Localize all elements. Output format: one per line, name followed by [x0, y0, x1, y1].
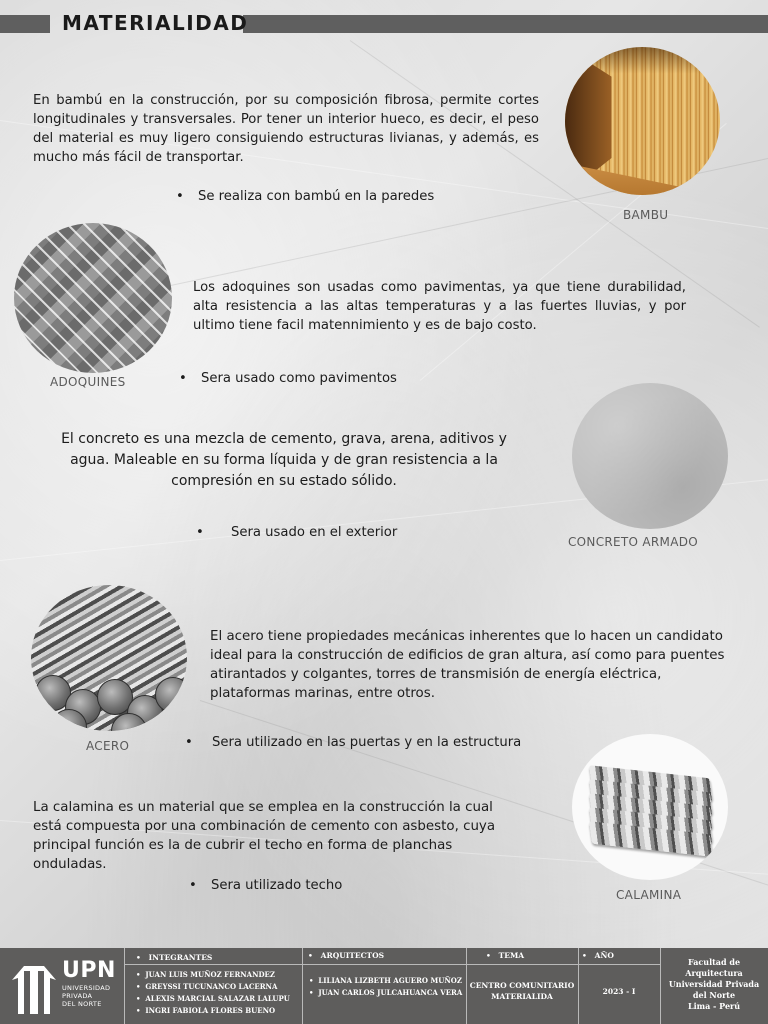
- acero-bullet: [185, 735, 521, 750]
- integrante-name: GREYSSI TUCUNANCO LACERNA: [145, 982, 278, 991]
- bullet-dot: •: [185, 735, 193, 750]
- integrante-item: [136, 970, 275, 979]
- bullet-dot: •: [196, 525, 204, 540]
- bambu-bullet: [176, 189, 434, 204]
- integrante-name: ALEXIS MARCIAL SALAZAR LALUPU: [145, 994, 290, 1003]
- upn-logo-line: UNIVERSIDAD: [62, 984, 111, 992]
- tema-value-line: CENTRO COMUNITARIO: [469, 981, 575, 990]
- calamina-description: La calamina es un material que se emplea en la construcción la cual está compuesta por una combinación de cemento con asbesto, cuya principal función es la de cubrir el techo en forma de planchas onduladas.: [33, 800, 496, 872]
- adoquines-description: Los adoquines son usadas como pavimentas, ya que tiene durabilidad, alta resistencia a las altas temperaturas y a las fuertes lluvias, y por ultimo tiene facil matennimiento y es de bajo costo.: [193, 280, 686, 333]
- facultad-line: Lima - Perú: [687, 1001, 741, 1011]
- facultad-line: Universidad Privada: [668, 979, 760, 989]
- integrante-name: INGRI FABIOLA FLORES BUENO: [145, 1006, 276, 1015]
- page-title: MATERIALIDAD: [62, 11, 249, 35]
- bullet-dot: •: [136, 953, 141, 962]
- integrante-item: [136, 994, 290, 1003]
- footer-divider: [124, 948, 125, 1024]
- tema-heading: [486, 951, 524, 960]
- title-bar-left: [0, 15, 50, 33]
- anio-value: 2023 - I: [602, 987, 636, 996]
- adoquines-bullet: [179, 371, 397, 386]
- tema-heading-text: TEMA: [498, 951, 525, 960]
- tema-value: [466, 980, 578, 1002]
- adoquines-image: [14, 223, 172, 373]
- arquitecto-name: JUAN CARLOS JULCAHUANCA VERA: [318, 988, 463, 997]
- anio-heading: [582, 951, 614, 960]
- bullet-dot: •: [309, 976, 314, 985]
- adoquines-label: ADOQUINES: [50, 375, 126, 389]
- bambu-label: BAMBU: [623, 208, 669, 222]
- bullet-dot: •: [136, 970, 141, 979]
- arquitectos-heading-text: ARQUITECTOS: [320, 951, 385, 960]
- adoquines-bullet-text: Sera usado como pavimentos: [201, 371, 397, 386]
- acero-image-rod-ends: [31, 665, 187, 731]
- concreto-description: El concreto es una mezcla de cemento, grava, arena, aditivos y agua. Maleable en su forma líquida y de gran resistencia a la compresión en su estado sólido.: [61, 431, 507, 489]
- rod-end: [155, 677, 187, 713]
- arquitecto-name: LILIANA LIZBETH AGUERO MUÑOZ: [318, 976, 462, 985]
- calamina-bullet: [189, 878, 342, 893]
- upn-logo-line: PRIVADA: [62, 992, 93, 1000]
- arquitectos-heading: [308, 951, 384, 960]
- acero-image: [31, 585, 187, 731]
- bullet-dot: •: [486, 951, 491, 960]
- calamina-label: CALAMINA: [616, 888, 682, 902]
- tema-value-line: MATERIALIDA: [491, 992, 553, 1001]
- integrantes-heading-text: INTEGRANTES: [148, 953, 213, 962]
- facultad-line: Arquitectura: [685, 968, 743, 978]
- integrante-item: [136, 1006, 275, 1015]
- upn-logo-icon: [12, 962, 56, 1014]
- calamina-image: [572, 734, 728, 880]
- arquitecto-item: [309, 988, 462, 997]
- bullet-dot: •: [136, 1006, 141, 1015]
- footer-row-divider: [124, 964, 660, 965]
- bullet-dot: •: [308, 951, 313, 960]
- footer-divider: [302, 948, 303, 1024]
- title-bar-right: [243, 15, 768, 33]
- concreto-image: [572, 383, 728, 529]
- upn-logo-subtitle: [62, 984, 110, 1008]
- facultad-line: del Norte: [692, 990, 736, 1000]
- bambu-description: En bambú en la construcción, por su composición fibrosa, permite cortes longitudinales y transversales. Por tener un interior hueco, es decir, el peso del material es muy ligero consiguiendo estructuras livianas, y además, es mucho más fácil de transportar.: [33, 93, 539, 165]
- integrantes-heading: [136, 953, 212, 962]
- bambu-image: [565, 47, 720, 195]
- upn-logo-line: DEL NORTE: [62, 1000, 102, 1008]
- arquitecto-item: [309, 976, 462, 985]
- concreto-bullet: [196, 525, 397, 540]
- integrante-name: JUAN LUIS MUÑOZ FERNANDEZ: [145, 970, 275, 979]
- facultad-block: [660, 957, 768, 1012]
- bullet-dot: •: [136, 982, 141, 991]
- upn-logo-text: UPN: [62, 958, 116, 983]
- bullet-dot: •: [176, 189, 184, 204]
- bullet-dot: •: [582, 951, 587, 960]
- bullet-dot: •: [189, 878, 197, 893]
- bullet-dot: •: [136, 994, 141, 1003]
- bambu-bullet-text: Se realiza con bambú en la paredes: [198, 189, 435, 204]
- integrante-item: [136, 982, 277, 991]
- bullet-dot: •: [179, 371, 187, 386]
- anio-heading-text: AÑO: [594, 951, 614, 960]
- acero-label: ACERO: [86, 739, 130, 753]
- acero-bullet-text: Sera utilizado en las puertas y en la estructura: [212, 735, 522, 750]
- concreto-label: CONCRETO ARMADO: [568, 535, 698, 549]
- bullet-dot: •: [309, 988, 314, 997]
- concreto-bullet-text: Sera usado en el exterior: [231, 525, 398, 540]
- facultad-line: Facultad de: [687, 957, 741, 967]
- acero-description: El acero tiene propiedades mecánicas inherentes que lo hacen un candidato ideal para la construcción de edificios de gran altura, así como para puentes atirantados y colgantes, torres de transmisión de energía eléctrica, plataformas marinas, entre otros.: [210, 629, 725, 701]
- calamina-bullet-text: Sera utilizado techo: [211, 878, 343, 893]
